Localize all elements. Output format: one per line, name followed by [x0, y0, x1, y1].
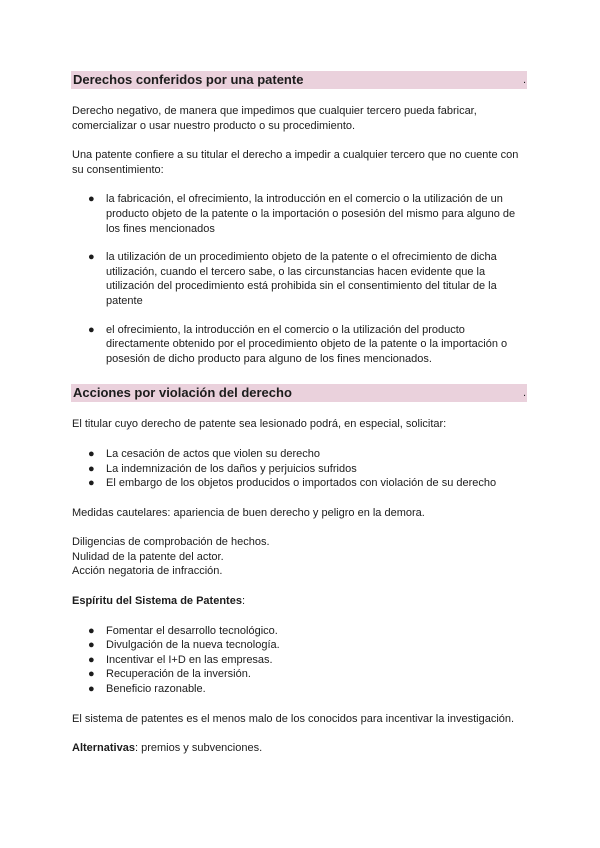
text-line: Acción negatoria de infracción.	[72, 565, 223, 578]
bullet-icon: ●	[88, 668, 95, 681]
list-item: ● Divulgación de la nueva tecnología.	[88, 639, 280, 652]
bullet-icon: ●	[88, 624, 95, 637]
diligencias-lines	[72, 535, 527, 579]
document-page	[72, 71, 527, 756]
bullet-icon: ●	[88, 653, 95, 666]
paragraph-alternativas: Alternativas: premios y subvenciones.	[72, 742, 263, 755]
text-line: Nulidad de la patente del actor.	[72, 550, 224, 563]
bullet-icon: ●	[88, 639, 95, 652]
actions-list	[72, 447, 527, 491]
paragraph-sistema: El sistema de patentes es el menos malo de los conocidos para incentivar la investigación.	[72, 712, 515, 725]
section-heading-derechos	[71, 71, 527, 89]
list-item: ● El embargo de los objetos producidos o importados con violación de su derecho	[88, 477, 497, 490]
espiritu-list	[72, 624, 527, 697]
bullet-icon: ●	[88, 683, 95, 696]
list-item: ● Incentivar el I+D en las empresas.	[88, 653, 273, 666]
list-item: ● La indemnización de los daños y perjuicios sufridos	[88, 462, 357, 475]
bullet-icon: ●	[88, 447, 95, 460]
list-item: ● Fomentar el desarrollo tecnológico.	[88, 624, 278, 637]
bullet-icon: ●	[88, 251, 95, 264]
section-title: Derechos conferidos por una patente	[73, 72, 304, 87]
paragraph-titular: El titular cuyo derecho de patente sea lesionado podrá, en especial, solicitar:	[72, 418, 447, 431]
rights-list	[72, 192, 527, 366]
paragraph-medidas: Medidas cautelares: apariencia de buen derecho y peligro en la demora.	[72, 506, 425, 519]
list-item: ● La cesación de actos que violen su derecho	[88, 447, 321, 460]
section-title: Acciones por violación del derecho	[73, 385, 292, 401]
list-item: ● la fabricación, el ofrecimiento, la introducción en el comercio o la utilización de un producto objeto de la patente o la importación o posesión del mismo para alguno de los fines mencionados	[88, 193, 516, 235]
list-item: ● la utilización de un procedimiento objeto de la patente o el ofrecimiento de dicha utilización, cuando el tercero sabe, o las circunstancias hacen evidente que la utilización del procedimiento está prohibida sin el consentimiento del titular de la patente	[88, 251, 497, 307]
list-item: ● Recuperación de la inversión.	[88, 668, 251, 681]
list-item: ● Beneficio razonable.	[88, 683, 206, 696]
espiritu-heading: Espíritu del Sistema de Patentes:	[72, 595, 246, 608]
list-item: ● el ofrecimiento, la introducción en el comercio o la utilización del producto directamente obtenido por el procedimiento objeto de la patente o la importación o posesión de dicho producto para alguno de los fines mencionados.	[88, 323, 508, 365]
text-line: Diligencias de comprobación de hechos.	[72, 536, 270, 549]
paragraph-derecho-negativo: Derecho negativo, de manera que impedimos que cualquier tercero pueda fabricar, comercializar o usar nuestro producto o su procedimiento.	[72, 105, 477, 132]
paragraph-consentimiento: Una patente confiere a su titular el derecho a impedir a cualquier tercero que no cuente con su consentimiento:	[72, 149, 519, 176]
heading-dot: .	[522, 74, 526, 86]
bullet-icon: ●	[88, 323, 95, 336]
bullet-icon: ●	[88, 462, 95, 475]
section-heading-acciones	[71, 384, 527, 402]
bullet-icon: ●	[88, 193, 95, 206]
bullet-icon: ●	[88, 477, 95, 490]
heading-dot: .	[522, 387, 526, 400]
